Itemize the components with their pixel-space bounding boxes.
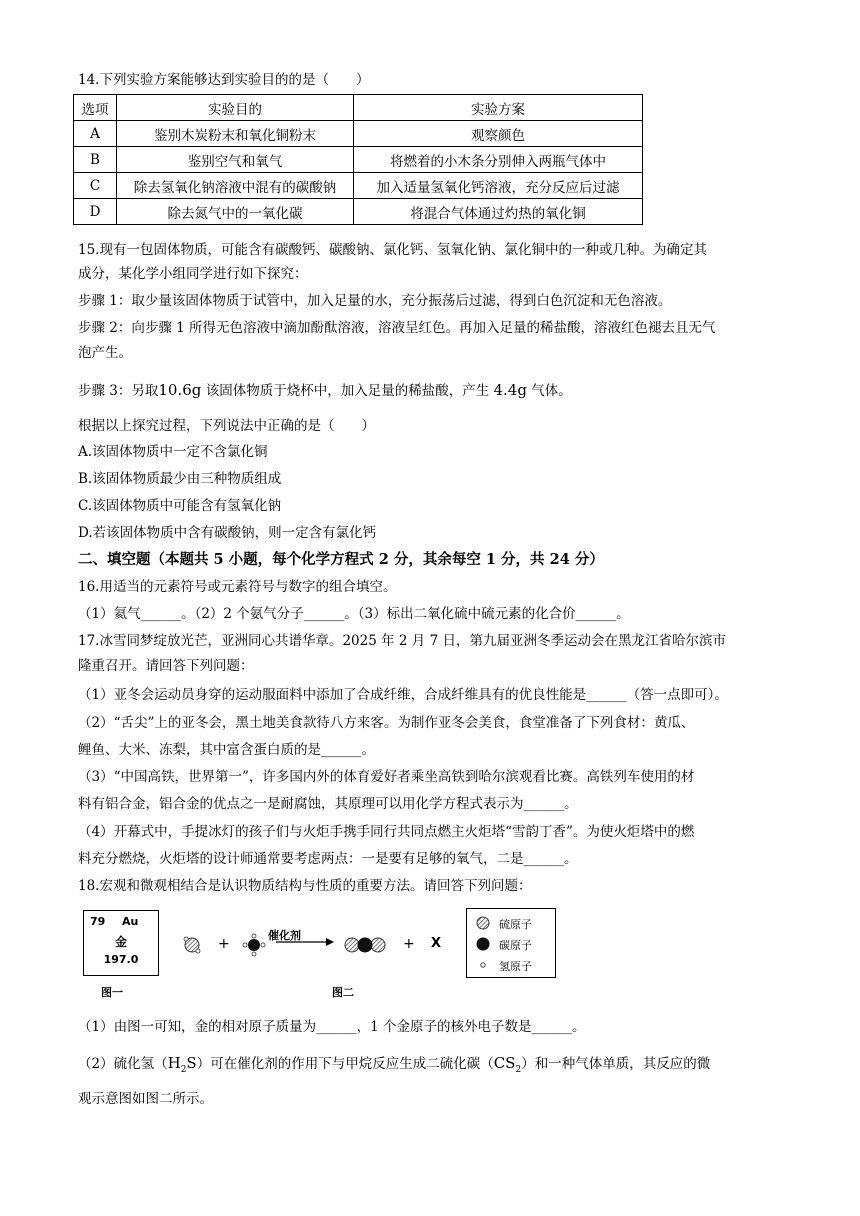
part2-prefix: （2）硫化氢（: [78, 1056, 168, 1072]
q14-table: [73, 94, 643, 225]
legend-hydrogen: 氢原子: [499, 960, 532, 973]
h2s-h: H: [167, 1054, 181, 1072]
step3-mass-sample: 10.6g: [158, 381, 202, 399]
legend-symbols: [475, 915, 491, 975]
header-plan: 实验方案: [354, 95, 643, 121]
table-row: [74, 173, 643, 199]
element-symbol: Au: [122, 915, 139, 928]
q15-option-d: D.若该固体物质中含有碳酸钠，则一定含有氯化钙: [78, 525, 377, 541]
cell-purpose: 鉴别木炭粉末和氧化铜粉末: [117, 121, 354, 147]
q15-intro-line1: 15.现有一包固体物质，可能含有碳酸钙、碳酸钠、氯化钙、氢氧化钠、氯化铜中的一种或几种。为确定其: [78, 242, 707, 258]
q18-part1: （1）由图一可知，金的相对原子质量为______，1 个金原子的核外电子数是______。: [78, 1019, 586, 1035]
cs2-formula: [493, 1054, 522, 1075]
step3-suffix: 气体。: [526, 383, 572, 399]
step3-mass-gas: 4.4g: [493, 381, 527, 399]
cell-plan: 将混合气体通过灼热的氧化铜: [354, 199, 643, 225]
cell-plan: 加入适量氢氧化钙溶液，充分反应后过滤: [354, 173, 643, 199]
q16-stem: 16.用适当的元素符号或元素符号与数字的组合填空。: [78, 579, 397, 595]
h2s-formula: [167, 1054, 197, 1075]
q17-part3-line2: 料有铝合金，铝合金的优点之一是耐腐蚀，其原理可以用化学方程式表示为______。: [78, 796, 578, 812]
legend-carbon: 碳原子: [499, 939, 532, 952]
q15-step1: 步骤 1：取少量该固体物质于试管中，加入足量的水，充分振荡后过滤，得到白色沉淀和无色溶液。: [78, 293, 672, 309]
gold-element-card: [83, 910, 159, 976]
q18-stem: 18.宏观和微观相结合是认识物质结构与性质的重要方法。请回答下列问题：: [78, 878, 532, 894]
h2s-subscript: 2: [180, 1065, 187, 1075]
atomic-mass: 197.0: [103, 953, 139, 966]
q15-step2-line1: 步骤 2：向步骤 1 所得无色溶液中滴加酚酞溶液，溶液呈红色。再加入足量的稀盐酸，溶液红色褪去且无气: [78, 320, 716, 336]
cs2-subscript: 2: [515, 1065, 522, 1075]
q15-option-c: C.该固体物质中可能含有氢氧化钠: [78, 498, 282, 514]
part2-suffix: ）和一种气体单质，其反应的微: [521, 1056, 711, 1072]
unknown-product-x: X: [431, 936, 442, 951]
q16-parts: （1）氦气______。（2）2 个氨气分子______。（3）标出二氧化硫中硫元素的化合价______。: [78, 606, 630, 622]
figure-1-caption: 图一: [101, 986, 123, 999]
q17-part2-line1: （2）“舌尖”上的亚冬会，黑土地美食款待八方来客。为制作亚冬会美食，食堂准备了下列食材：黄瓜、: [78, 715, 695, 731]
element-name: 金: [114, 935, 127, 949]
cell-plan: 将燃着的小木条分别伸入两瓶气体中: [354, 147, 643, 173]
q17-part1: （1）亚冬会运动员身穿的运动服面料中添加了合成纤维，合成纤维具有的优良性能是______（答一点即可）。: [78, 687, 728, 703]
q17-stem-line1: 17.冰雪同梦绽放光芒，亚洲同心共谱华章。2025 年 2 月 7 日，第九届亚洲冬季运动会在黑龙江省哈尔滨市: [78, 633, 726, 649]
header-option: 选项: [74, 95, 117, 121]
cell-option: C: [74, 173, 117, 199]
cs2-molecule-icon: [345, 938, 385, 953]
cell-purpose: 除去氢氧化钠溶液中混有的碳酸钠: [117, 173, 354, 199]
cell-purpose: 除去氮气中的一氧化碳: [117, 199, 354, 225]
q15-question: 根据以上探究过程，下列说法中正确的是（ ）: [78, 418, 375, 434]
legend-sulfur: 硫原子: [499, 918, 532, 931]
table-row: [74, 199, 643, 225]
q17-part3-line1: （3）“中国高铁，世界第一”，许多国内外的体育爱好者乘坐高铁到哈尔滨观看比赛。高铁列车使用的材: [78, 769, 695, 785]
atom-legend: [466, 908, 556, 978]
cell-option: D: [74, 199, 117, 225]
carbon-atom-icon: [477, 938, 490, 951]
q18-part2-line2: 观示意图如图二所示。: [78, 1091, 213, 1107]
q17-part4-line1: （4）开幕式中，手提冰灯的孩子们与火炬手携手同行共同点燃主火炬塔“雪韵丁香”。为使火炬塔中的燃: [78, 824, 695, 840]
h2s-s: S: [186, 1054, 197, 1072]
cs2-cs: CS: [493, 1054, 516, 1072]
q17-part2-line2: 鲤鱼、大米、冻梨，其中富含蛋白质的是______。: [78, 742, 375, 758]
cell-purpose: 鉴别空气和氧气: [117, 147, 354, 173]
catalyst-label: 催化剂: [268, 929, 301, 942]
q15-intro-line2: 成分，某化学小组同学进行如下探究：: [78, 266, 308, 282]
part2-middle: ）可在催化剂的作用下与甲烷反应生成二硫化碳（: [196, 1056, 494, 1072]
q17-stem-line2: 隆重召开。请回答下列问题：: [78, 658, 254, 674]
step3-prefix: 步骤 3：另取: [78, 383, 159, 399]
q15-step2-line2: 泡产生。: [78, 345, 132, 361]
table-row: [74, 121, 643, 147]
cell-plan: 观察颜色: [354, 121, 643, 147]
cell-option: A: [74, 121, 117, 147]
hydrogen-atom-icon: [481, 963, 485, 967]
q17-part4-line2: 料充分燃烧，火炬塔的设计师通常要考虑两点：一是要有足够的氧气，二是______。: [78, 851, 578, 867]
section-title: 二、填空题（本题共 5 小题，每个化学方程式 2 分，其余每空 1 分，共 24 分）: [78, 551, 604, 568]
figure-2-caption: 图二: [332, 986, 354, 999]
q15-option-a: A.该固体物质中一定不含氯化铜: [78, 444, 268, 460]
table-row: [74, 147, 643, 173]
q18-part2-line1: [78, 1053, 778, 1080]
sulfur-atom-icon: [477, 917, 489, 929]
q15-step3: [78, 380, 778, 401]
ch4-molecule-icon: [243, 934, 265, 956]
table-header-row: [74, 95, 643, 121]
cell-option: B: [74, 147, 117, 173]
header-purpose: 实验目的: [117, 95, 354, 121]
plus-sign-1: +: [218, 936, 230, 952]
atomic-number: 79: [90, 915, 106, 928]
q15-option-b: B.该固体物质最少由三种物质组成: [78, 471, 282, 487]
step3-middle: 该固体物质于烧杯中，加入足量的稀盐酸，产生: [201, 383, 494, 399]
q14-question: 14.下列实验方案能够达到实验目的的是（ ）: [78, 72, 370, 88]
plus-sign-2: +: [403, 936, 415, 952]
h2s-molecule-icon: [184, 937, 200, 953]
